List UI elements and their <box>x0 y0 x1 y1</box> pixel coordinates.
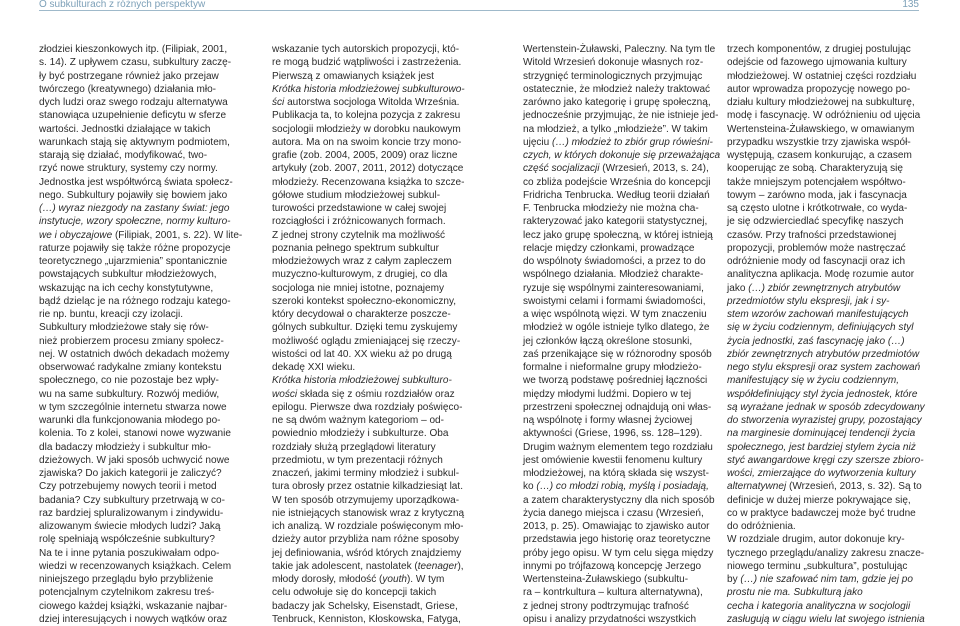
text-line: twórczego (kreatywnego) działania mło- <box>39 83 217 95</box>
text-line: współdefiniujący styl życia jednostek, które <box>727 388 918 400</box>
text-line <box>727 573 923 586</box>
text-line: wskazanie tych autorskich propozycji, któ- <box>272 44 460 55</box>
text-line: przedmiotów stylu ekspresji, jak i sy- <box>727 295 890 307</box>
text-line <box>727 480 923 493</box>
text-line: Pierwszą z omawianych książek jest <box>272 70 434 82</box>
text-line: lecz jako grupę społeczną, w której istnieją <box>523 229 713 241</box>
text-line: modę i fascynację. W odróżnieniu od ujęcia <box>727 110 921 122</box>
text-span: (…) co młodzi robią, myślą i posiadają, <box>536 481 709 493</box>
text-line: tycznego przeglądu/analizy zakresu znacze- <box>727 547 925 559</box>
text-line: strzygnięć terminologicznych przyjmując <box>523 70 703 82</box>
text-line: społecznego, co nie pozostaje bez wpły- <box>39 375 219 387</box>
text-line: Czy potrzebujemy nowych teorii i metod <box>39 481 217 493</box>
text-line: przedstawia jego historię oraz teoretyczne <box>523 534 711 546</box>
text-line: socjologa nie mniej istotne, poznajemy <box>272 282 445 294</box>
text-line: instytucje, wzory społeczne, normy kulturo- <box>39 216 231 228</box>
text-line: we tworzą podstawę pośredniej łączności <box>523 375 708 387</box>
text-line: powstających subkultur młodzieżowych, <box>39 269 217 281</box>
text-line: na młodzież, a tylko „młodzieże”. W takim <box>523 123 708 135</box>
text-line: muzyczno-kulturowym, z drugiej, co dla <box>272 269 448 281</box>
text-span: youth <box>382 574 407 585</box>
text-line: przedmiotu, w tym prezentacji różnych <box>272 454 443 466</box>
text-line: działu kultury młodzieżowej na subkulturę, <box>727 97 915 108</box>
text-line: życia danego miejsca i czasu (Wrzesień, <box>523 507 704 519</box>
text-line: przypadku wszystkie trzy zjawiska współ- <box>727 136 911 148</box>
text-line: rozciągłości i zróżnicowanych formach. <box>272 216 446 228</box>
text-line: dzieży autor przybliża nam różne sposoby <box>272 534 460 546</box>
text-line: W rozdziale drugim, autor dokonuje kry- <box>727 534 905 546</box>
text-line: do stworzenia wyrazistej grupy, pozostający <box>727 415 922 426</box>
text-span: teenager <box>417 560 458 572</box>
text-line: Wertenstein-Żuławski, Paleczny. Na tym tle <box>523 44 716 55</box>
text-line <box>272 388 468 401</box>
text-line: rie np. buntu, kreacji czy izolacji. <box>39 309 184 320</box>
text-line: potencjalnym czytelnikom zakresu treś- <box>39 587 215 599</box>
text-line: Subkultury młodzieżowe stały się rów- <box>39 322 209 334</box>
text-line: wości, zmierzające do wytworzenia kultury <box>727 468 916 479</box>
text-line: socjologii młodzieży w dorobku naukowym <box>272 123 461 135</box>
text-line: możliwość oglądu zmieniającej się rzeczy- <box>272 335 461 347</box>
text-line: wartości. Jednostki działające w takich <box>39 123 211 135</box>
text-line: Krótka historia młodzieżowej subkulturowo- <box>272 83 465 95</box>
text-span: (Wrzesień, 2013, s. 32). Są to <box>786 481 922 493</box>
text-line: autor wprowadza propozycję nowego po- <box>727 83 911 95</box>
text-line: prostu nie ma. Subkulturą jako <box>727 587 863 599</box>
text-line: definicje w dużej mierze pokrywające się, <box>727 494 911 506</box>
text-line: jej członków łączą określone stosunki, <box>523 335 693 347</box>
text-line: a zatem charakterystyczny dla nich sposób <box>523 494 715 506</box>
text-line: Fridricha Tenbrucka. Według teorii działań <box>523 189 710 201</box>
text-line: do wspólnoty świadomości, a przez to do <box>523 256 706 267</box>
text-line: W ten sposób otrzymujemy uporządkowa- <box>272 494 460 506</box>
text-line: niowego terminu „subkultura”, postulując <box>727 560 908 572</box>
text-line <box>523 162 719 175</box>
text-line: który decydował o charakterze poszcze- <box>272 309 451 320</box>
text-line: Wertensteina-Żuławskiego, w omawianym <box>727 123 915 135</box>
text-span: by <box>727 574 741 585</box>
text-line: ciowego każdej książki, wskazanie najbar- <box>39 600 228 612</box>
text-span: autorstwa socjologa Witolda Września. <box>284 97 460 108</box>
text-line: znaczeń, jakimi terminy młodzież i subkul- <box>272 468 460 479</box>
text-line: czasów. Przy trafności przedstawionej <box>727 229 897 241</box>
text-span: ujęciu <box>523 136 553 148</box>
text-line: analityczna aplikacja. Modę rozumie autor <box>727 269 915 281</box>
text-span: (…) nie szafować nim tam, gdzie jej po <box>740 574 913 585</box>
text-line: grafie (zob. 2004, 2005, 2009) oraz liczne <box>272 150 458 161</box>
text-line: dych ludzi oraz swego rodzaju alternatywa <box>39 97 228 108</box>
text-column-2 <box>272 43 468 625</box>
text-line: alizowanym świecie młodych ludzi? Jaką <box>39 521 221 532</box>
text-line: turowości przedstawione w całej swojej <box>272 203 447 214</box>
text-line: formalne i nieformalne grupy młodzieżo- <box>523 362 702 373</box>
text-span: (…) młodzież to zbiór grup rówieśni- <box>552 136 713 148</box>
text-line: powiednio młodzieży i subkulturze. Oba <box>272 428 449 440</box>
text-line: występują, czasem konkurując, a czasem <box>727 150 912 161</box>
text-line: społecznego, jest bardziej stylem życia niż <box>727 441 916 453</box>
text-line: ostatecznie, że młodzież należy traktować <box>523 83 711 95</box>
running-header <box>0 0 960 10</box>
text-line: Tenbruck, Kenniston, Kłoskowska, Fatyga, <box>272 613 461 625</box>
text-line: opisu i analizy przydatności wszystkich <box>523 613 697 625</box>
text-line <box>727 282 923 295</box>
text-line: wspólnego działania. Młodzież charakte- <box>523 269 704 281</box>
text-line: się w życiu codziennym, definiujących styl <box>727 322 914 334</box>
text-line: raturze pojawiły się także różne propozycje <box>39 242 231 254</box>
header-rule <box>39 10 919 11</box>
text-line: młodzieżowej. W ostatniej części rozdziału <box>727 70 917 82</box>
text-line: s. 14). Z upływem czasu, subkultury zaczę- <box>39 57 232 69</box>
text-span: jako <box>727 282 749 294</box>
text-line: tura obrosły przez ostatnie kilkadziesiąt lat. <box>272 481 463 493</box>
text-line: wistości od lat 40. XX wieku aż po drugą <box>272 348 452 360</box>
text-line: ną wspólnotę i formy własnej życiowej <box>523 415 693 426</box>
text-line: zarówno jako kategorię i grupę społeczną, <box>523 97 711 108</box>
text-line: nej. W ostatnich dwóch dekadach możemy <box>39 348 230 360</box>
text-line: artykuły (zob. 2007, 2011, 2012) dotyczące <box>272 163 464 175</box>
text-line: relacje między członkami, prowadzące <box>523 242 695 254</box>
text-line: niniejszego przeglądu było przybliżenie <box>39 574 214 585</box>
text-line: między młodymi ludźmi. Dopiero w tej <box>523 388 692 400</box>
text-line: ły być postrzegane również jako przejaw <box>39 70 219 82</box>
text-span: składa się z ośmiu rozdziałów oraz <box>297 388 455 400</box>
text-line: badania? Czy subkultury przetrwają w co- <box>39 494 225 506</box>
text-line: jest omówienie kwestii fenomenu kultury <box>523 454 703 466</box>
text-line: zaś przenikające się w różnorodny sposób <box>523 348 712 360</box>
text-line <box>272 560 468 573</box>
text-line: jednocześnie przyjmując, że nie istnieje jed- <box>523 110 719 122</box>
text-line: dziej interesujących i nowych wątków oraz <box>39 613 228 625</box>
text-line: poznania pełnego spektrum subkultur <box>272 242 439 254</box>
text-line: dekadę XXI wieku. <box>272 362 356 373</box>
text-line: co zbliża podejście Września do koncepcji <box>523 176 711 188</box>
text-span: wości <box>272 388 298 400</box>
text-line: nież probierzem procesu zmiany społecz- <box>39 335 224 347</box>
text-line: młodzieży. Recenzowana książka to szcze- <box>272 176 465 188</box>
text-line: swoistymi celami i formami świadomości, <box>523 295 706 307</box>
text-line: co w praktyce badawczej może być trudne <box>727 507 916 519</box>
text-line: nie istniejących stanowisk wraz z krytyczną <box>272 507 465 519</box>
text-line: gółowe studium młodzieżowej subkul- <box>272 189 441 201</box>
text-line: także mniejszym potencjałem współtwo- <box>727 176 906 188</box>
text-line: czych, w których dokonuje się przeważająca <box>523 150 721 161</box>
text-line: rzyć nowe struktury, systemy czy normy. <box>39 163 218 175</box>
text-line: stem wzorów zachowań manifestujących <box>727 309 909 320</box>
text-line: na marginesie dominującej tendencji życia <box>727 428 916 440</box>
text-line: Witold Wrzesień dokonuje własnych roz- <box>523 57 704 69</box>
text-line: zjawiska? Do jakich kategorii je zaliczyć? <box>39 468 222 479</box>
text-span: część socjalizacji <box>523 163 600 175</box>
text-line: Publikacja ta, to kolejna pozycja z zakresu <box>272 110 461 122</box>
text-span: (…) zbiór zewnętrznych atrybutów <box>748 282 901 294</box>
text-line: wskazując na ich cechy konstytutywne, <box>39 282 214 294</box>
text-line: Wertensteina-Żuławskiego (subkultu- <box>523 574 689 585</box>
text-line: re mogą budzić wątpliwości i zastrzeżenia. <box>272 57 462 69</box>
text-line: a więc wspólnotą więzi. W tym znaczeniu <box>523 309 707 320</box>
text-line: odróżnienie mody od fascynacji oraz ich <box>727 256 906 267</box>
text-span: ści <box>272 97 285 108</box>
text-line: nego stylu ekspresji oraz system zachowań <box>727 362 921 373</box>
text-line <box>523 480 719 493</box>
running-title: O subkulturach z różnych perspektyw <box>39 0 206 10</box>
text-line: trzech komponentów, z drugiej postulując <box>727 44 911 55</box>
text-line: innymi po trójfazową koncepcję Jerzego <box>523 560 702 572</box>
text-line: kolenia. To z kolei, stanowi nowe wyzwanie <box>39 428 231 440</box>
text-line: stanowiąca uzupełnienie deficytu w sferze <box>39 110 227 122</box>
page-number: 135 <box>902 0 919 10</box>
text-span: (Wrzesień, 2013, s. 24), <box>599 163 709 175</box>
text-line: warunkach stają się aktywnym podmiotem, <box>39 136 230 148</box>
text-span: alternatywnej <box>727 481 787 493</box>
text-line: (…) wyraz niezgody na zastany świat: jego <box>39 203 230 214</box>
text-line: raz bardziej spluralizowanym i zindywidu- <box>39 507 224 519</box>
text-line: towym – zarówno moda, jak i fascynacja <box>727 189 907 201</box>
text-line: Z jednej strony czytelnik ma możliwość <box>272 229 446 241</box>
text-span: we i obyczajowe <box>39 229 113 241</box>
text-column-3 <box>523 43 721 625</box>
text-line: przestrzeni społecznej odnajdują oni włas- <box>523 401 712 413</box>
text-line: manifestujący się w życiu codziennym, <box>727 375 899 387</box>
text-line: cecha i kategoria analityczna w socjologii <box>727 600 911 612</box>
text-line: Na te i inne pytania poszukiwałam odpo- <box>39 547 220 559</box>
text-line: w tym szczególnie internetu stwarza nowe <box>39 401 227 413</box>
text-line: z jednej strony podtrzymując trafność <box>523 600 689 612</box>
text-span: ko <box>523 481 537 493</box>
text-line: gólnych subkultur. Dzięki temu zyskujemy <box>272 322 458 334</box>
text-line: aktywności (Griese, 1996, ss. 128–129). <box>523 428 703 440</box>
text-line <box>39 229 243 242</box>
text-line: szeroki kontekst społeczno-ekonomiczny, <box>272 295 457 307</box>
text-span: ). W tym <box>406 574 445 585</box>
text-line: wiedzi w recenzowanych książkach. Celem <box>39 560 232 572</box>
text-line: odejście od fazowego ujmowania kultury <box>727 57 907 69</box>
text-line: F. Tenbrucka młodzieży nie można cha- <box>523 203 699 214</box>
text-line: starają się działać, modyfikować, two- <box>39 150 208 161</box>
text-line: rakteryzować jako kategorii statystycznej, <box>523 216 708 228</box>
text-line: życia jednostki, zaś fascynację jako (…) <box>727 335 905 347</box>
text-line: młodzieżowych wraz z całym zapleczem <box>272 256 452 267</box>
text-line: propozycji, problemów może nastręczać <box>727 242 906 254</box>
text-line: kooperując ze sobą. Charakteryzują się <box>727 163 903 175</box>
text-span: takie jak adolescent, nastolatek ( <box>272 560 418 572</box>
text-line: są często ulotne i krótkotrwałe, co wyda- <box>727 203 908 214</box>
text-line: celu odwołuje się do koncepcji takich <box>272 587 437 599</box>
text-line: są wyrażane jednak w sposób zdecydowany <box>727 401 925 413</box>
text-column-1 <box>39 43 243 625</box>
text-line: złodziei kieszonkowych itp. (Filipiak, 2001, <box>39 44 228 55</box>
text-line: styć awangardowe kręgi czy szersze zbioro- <box>727 454 924 466</box>
text-line: zasługują w ciągu wielu lat swojego istnienia <box>727 613 925 625</box>
text-line: nego. Subkultury pojawiły się bowiem jako <box>39 189 228 201</box>
text-line: je się odzwierciedlać specyfikę naszych <box>727 216 904 228</box>
text-line: rolę spełniają współcześnie subkultury? <box>39 534 215 546</box>
text-line <box>523 136 719 149</box>
text-line: autora. Ma on na swoim koncie trzy mono- <box>272 136 462 148</box>
text-span: ), <box>457 560 464 572</box>
text-line: bądź dzieląc je na różnego rodzaju katego- <box>39 295 231 307</box>
text-line: jej definiowania, wśród których znajdziemy <box>272 547 462 559</box>
text-line: zbiór zewnętrznych atrybutów przedmiotów <box>727 348 920 360</box>
text-line: ich analizą. W rozdziale poświęconym mło- <box>272 521 464 532</box>
text-span: młody dorosły, młodość ( <box>272 574 383 585</box>
text-span: (Filipiak, 2001, s. 22). W lite- <box>112 229 243 241</box>
text-line: badaczy jak Schelsky, Eisenstadt, Griese, <box>272 600 458 612</box>
text-line: próby jego opisu. W tym celu sięga między <box>523 547 714 559</box>
text-column-4 <box>727 43 925 625</box>
text-line: ra – kontrkultura – kultura alternatywna), <box>523 587 703 599</box>
text-line <box>272 573 468 586</box>
text-line: Drugim ważnym elementem tego rozdziału <box>523 441 713 453</box>
text-line: 2013, p. 25). Omawiając to zjawisko autor <box>523 521 710 532</box>
text-line <box>272 96 468 109</box>
text-line: rozdziały służą przeglądowi literatury <box>272 441 436 453</box>
text-line: Jednostka jest współtwórcą świata społecz- <box>39 176 233 188</box>
text-line: młodzieżowej, na którą składa się wszyst- <box>523 468 709 479</box>
text-line: teoretycznego „ujarzmienia” spontanicznie <box>39 256 228 267</box>
text-line: obserwować radykalne zmiany kontekstu <box>39 362 222 373</box>
text-line: Krótka historia młodzieżowej subkulturo- <box>272 375 452 387</box>
text-line: młodzież w ogóle istnieje tylko dlatego, że <box>523 322 710 334</box>
text-line: warunki dla funkcjonowania młodego po- <box>39 415 221 426</box>
text-line: ne są dwóm ważnym kategoriom – od- <box>272 415 444 426</box>
text-line: ryzuje się wspólnymi zainteresowaniami, <box>523 282 704 294</box>
text-line: dzieżowych. W jaki sposób uchwycić nowe <box>39 454 230 466</box>
text-line: do odróżnienia. <box>727 521 796 532</box>
text-line: dla badaczy młodzieży i subkultur mło- <box>39 441 211 453</box>
text-line: epilogu. Pierwsze dwa rozdziały poświęco- <box>272 401 463 413</box>
text-line: wu na same subkultury. Rozwój mediów, <box>39 388 220 400</box>
